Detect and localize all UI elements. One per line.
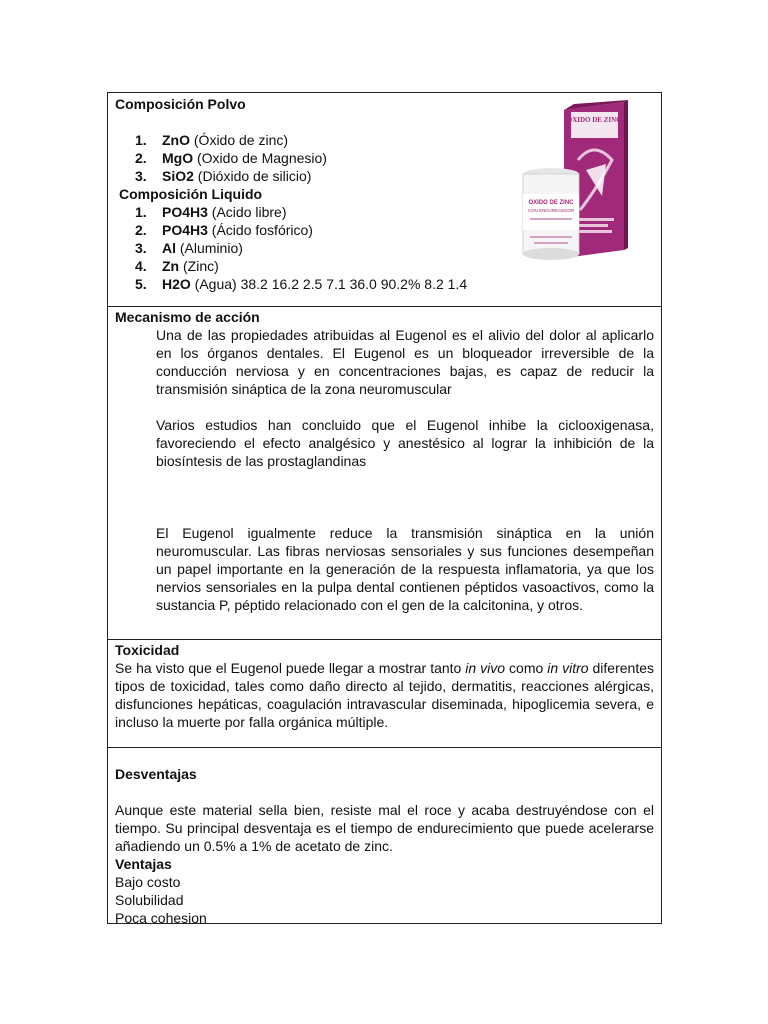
mechanism-paragraph-3: El Eugenol igualmente reduce la transmisión sináptica en la unión neuromuscular. Las fibras nerviosas sensoriales y sus funciones desempeñan un papel importante en la generación de la respuesta inflamatoria, ya que los nervios sensoriales en la pulpa dental contienen péptidos vasoactivos, como la sustancia P, péptido relacionado con el gen de la calcitonina, y otros. [156, 525, 654, 613]
advantage-item: Solubilidad [115, 892, 184, 908]
list-item: 4. Zn (Zinc) [135, 258, 219, 274]
composition-cell [108, 93, 661, 307]
svg-text:ÓXIDO DE ZINC: ÓXIDO DE ZINC [566, 116, 622, 124]
advantage-item: Poca cohesion [115, 910, 207, 926]
list-item: 1. PO4H3 (Acido libre) [135, 204, 287, 220]
mechanism-title: Mecanismo de acción [115, 309, 260, 325]
svg-text:CON ENDURECEDOR: CON ENDURECEDOR [527, 208, 575, 213]
advantages-title: Ventajas [115, 856, 172, 872]
disadvantages-title: Desventajas [115, 766, 197, 782]
mechanism-paragraph-2: Varios estudios han concluido que el Eugenol inhibe la ciclooxigenasa, favoreciendo el efecto analgésico y anestésico al lograr la inhibición de la biosíntesis de las prostaglandinas [156, 417, 654, 469]
advantage-item: Bajo costo [115, 874, 181, 890]
toxicity-cell [108, 640, 661, 748]
toxicity-paragraph: Se ha visto que el Eugenol puede llegar a mostrar tanto in vivo como in vitro diferentes tipos de toxicidad, tales como daño directo al tejido, dermatitis, reacciones alérgicas, disfunciones hepáticas, coagulación intravascular diseminada, hipoglicemia severa, e incluso la muerte por falla orgánica múltiple. [115, 660, 654, 730]
toxicity-title: Toxicidad [115, 642, 180, 658]
zinc-oxide-product-image [516, 100, 628, 292]
list-item: 1. ZnO (Óxido de zinc) [135, 132, 289, 148]
list-item: 5. H2O (Agua) 38.2 16.2 2.5 7.1 36.0 90.2% 8.2 1.4 [135, 276, 468, 292]
powder-composition-title: Composición Polvo [115, 96, 246, 112]
disadvantages-paragraph: Aunque este material sella bien, resiste mal el roce y acaba destruyéndose con el tiempo. Su principal desventaja es el tiempo de endurecimiento que puede acelerarse añadiendo un 0.5% a 1% de acetato de zinc. [115, 802, 654, 854]
list-item: 3. SiO2 (Dióxido de silicio) [135, 168, 312, 184]
list-item: 2. MgO (Oxido de Magnesio) [135, 150, 327, 166]
list-item: 2. PO4H3 (Ácido fosfórico) [135, 222, 313, 238]
liquid-composition-title: Composición Liquido [119, 186, 263, 202]
advantages-cell [108, 748, 661, 926]
list-item: 3. Al (Aluminio) [135, 240, 243, 256]
document-table [107, 92, 662, 924]
mechanism-cell [108, 307, 661, 640]
mechanism-paragraph-1: Una de las propiedades atribuidas al Eugenol es el alivio del dolor al aplicarlo en los órganos dentales. El Eugenol es un bloqueador irreversible de la conducción nerviosa y en concentraciones bajas, es capaz de reducir la transmisión sináptica de la zona neuromuscular [156, 327, 654, 397]
svg-text:OXIDO DE ZINC: OXIDO DE ZINC [528, 200, 574, 206]
